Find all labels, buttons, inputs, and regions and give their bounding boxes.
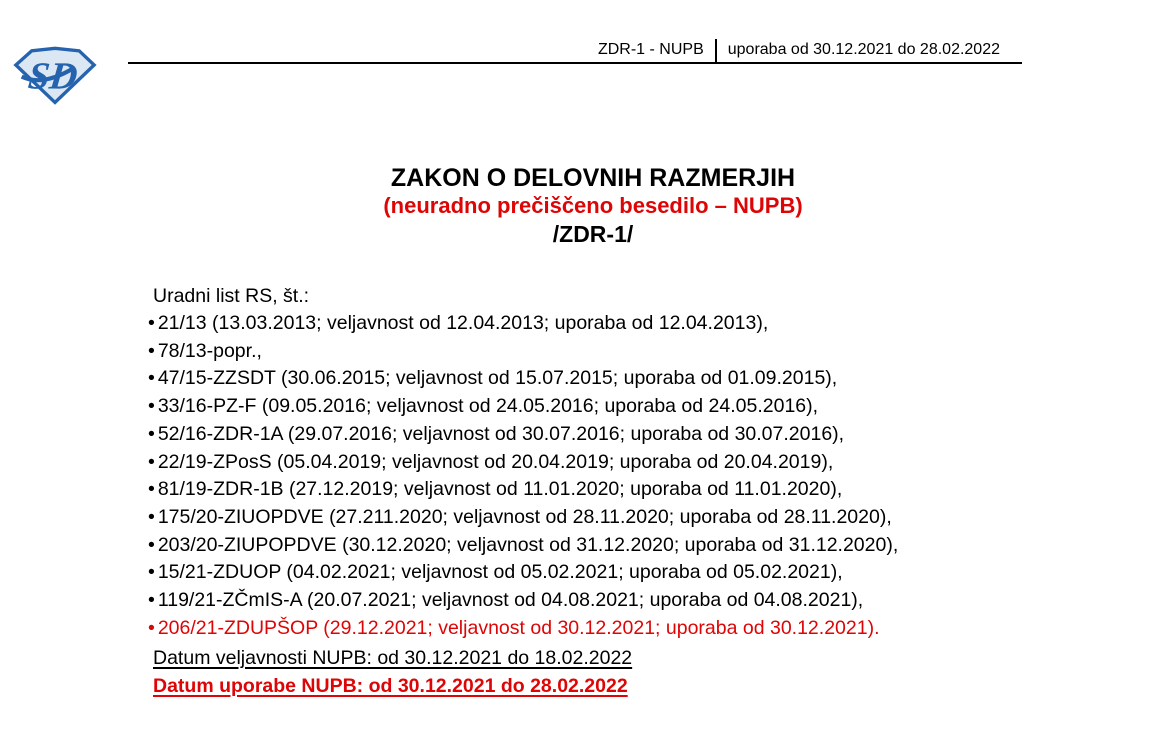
amendment-item (148, 365, 898, 393)
amendment-text: 78/13-popr., (157, 339, 262, 362)
bullet-icon: • (148, 367, 155, 390)
bullet-icon: • (148, 395, 155, 418)
bullet-icon: • (148, 533, 155, 556)
doc-code-label: ZDR-1 - NUPB (597, 41, 704, 58)
sd-shield-logo (13, 45, 97, 105)
amendment-item (148, 393, 898, 421)
gazette-intro: Uradni list RS, št.: (153, 285, 310, 307)
bullet-icon: • (148, 478, 155, 501)
amendment-text: 206/21-ZDUPŠOP (29.12.2021; veljavnost od 30.12.2021; uporaba od 30.12.2021). (157, 616, 880, 639)
amendment-text: 119/21-ZČmIS-A (20.07.2021; veljavnost od 04.08.2021; uporaba od 04.08.2021), (157, 589, 864, 612)
amendment-text: 175/20-ZIUOPDVE (27.211.2020; veljavnost od 28.11.2020; uporaba od 28.11.2020), (157, 505, 892, 528)
bullet-icon: • (148, 616, 155, 639)
usage-range-label: uporaba od 30.12.2021 do 28.02.2022 (727, 41, 1000, 58)
page-header (128, 36, 1022, 64)
bullet-icon: • (148, 422, 155, 445)
amendment-item-highlighted (148, 615, 898, 643)
doc-short-title: /ZDR-1/ (552, 221, 634, 247)
amendment-item (148, 559, 898, 587)
amendment-text: 52/16-ZDR-1A (29.07.2016; veljavnost od 30.07.2016; uporaba od 30.07.2016), (157, 422, 845, 445)
amendment-text: 203/20-ZIUPOPDVE (30.12.2020; veljavnost od 31.12.2020; uporaba od 31.12.2020), (157, 533, 899, 556)
doc-title: ZAKON O DELOVNIH RAZMERJIH (390, 164, 796, 192)
amendment-text: 81/19-ZDR-1B (27.12.2019; veljavnost od 11.01.2020; uporaba od 11.01.2020), (157, 478, 843, 501)
amendment-item (148, 532, 898, 560)
validity-block (153, 645, 632, 700)
title-block (148, 164, 1038, 248)
amendments-list (148, 310, 898, 642)
amendment-text: 33/16-PZ-F (09.05.2016; veljavnost od 24.05.2016; uporaba od 24.05.2016), (157, 395, 819, 418)
amendment-text: 47/15-ZZSDT (30.06.2015; veljavnost od 15.07.2015; uporaba od 01.09.2015), (157, 367, 838, 390)
amendment-item (148, 476, 898, 504)
amendment-item (148, 449, 898, 477)
bullet-icon: • (148, 312, 155, 334)
bullet-icon: • (148, 339, 155, 362)
validity-date-line: Datum veljavnosti NUPB: od 30.12.2021 do 18.02.2022 (153, 647, 633, 669)
bullet-icon: • (148, 505, 155, 528)
amendment-item (148, 421, 898, 449)
bullet-icon: • (148, 589, 155, 612)
header-divider (715, 39, 717, 62)
bullet-icon: • (148, 450, 155, 473)
amendment-item (148, 310, 898, 338)
logo-letters: SD (26, 55, 80, 98)
amendment-text: 15/21-ZDUOP (04.02.2021; veljavnost od 05.02.2021; uporaba od 05.02.2021), (157, 561, 843, 584)
amendment-item (148, 338, 898, 366)
amendment-text: 21/13 (13.03.2013; veljavnost od 12.04.2013; uporaba od 12.04.2013), (157, 312, 769, 334)
bullet-icon: • (148, 561, 155, 584)
amendment-text: 22/19-ZPosS (05.04.2019; veljavnost od 20.04.2019; uporaba od 20.04.2019), (157, 450, 834, 473)
usage-date-line: Datum uporabe NUPB: od 30.12.2021 do 28.02.2022 (153, 674, 628, 697)
doc-subtitle: (neuradno prečiščeno besedilo – NUPB) (383, 193, 803, 218)
amendment-item (148, 587, 898, 615)
amendment-item (148, 504, 898, 532)
